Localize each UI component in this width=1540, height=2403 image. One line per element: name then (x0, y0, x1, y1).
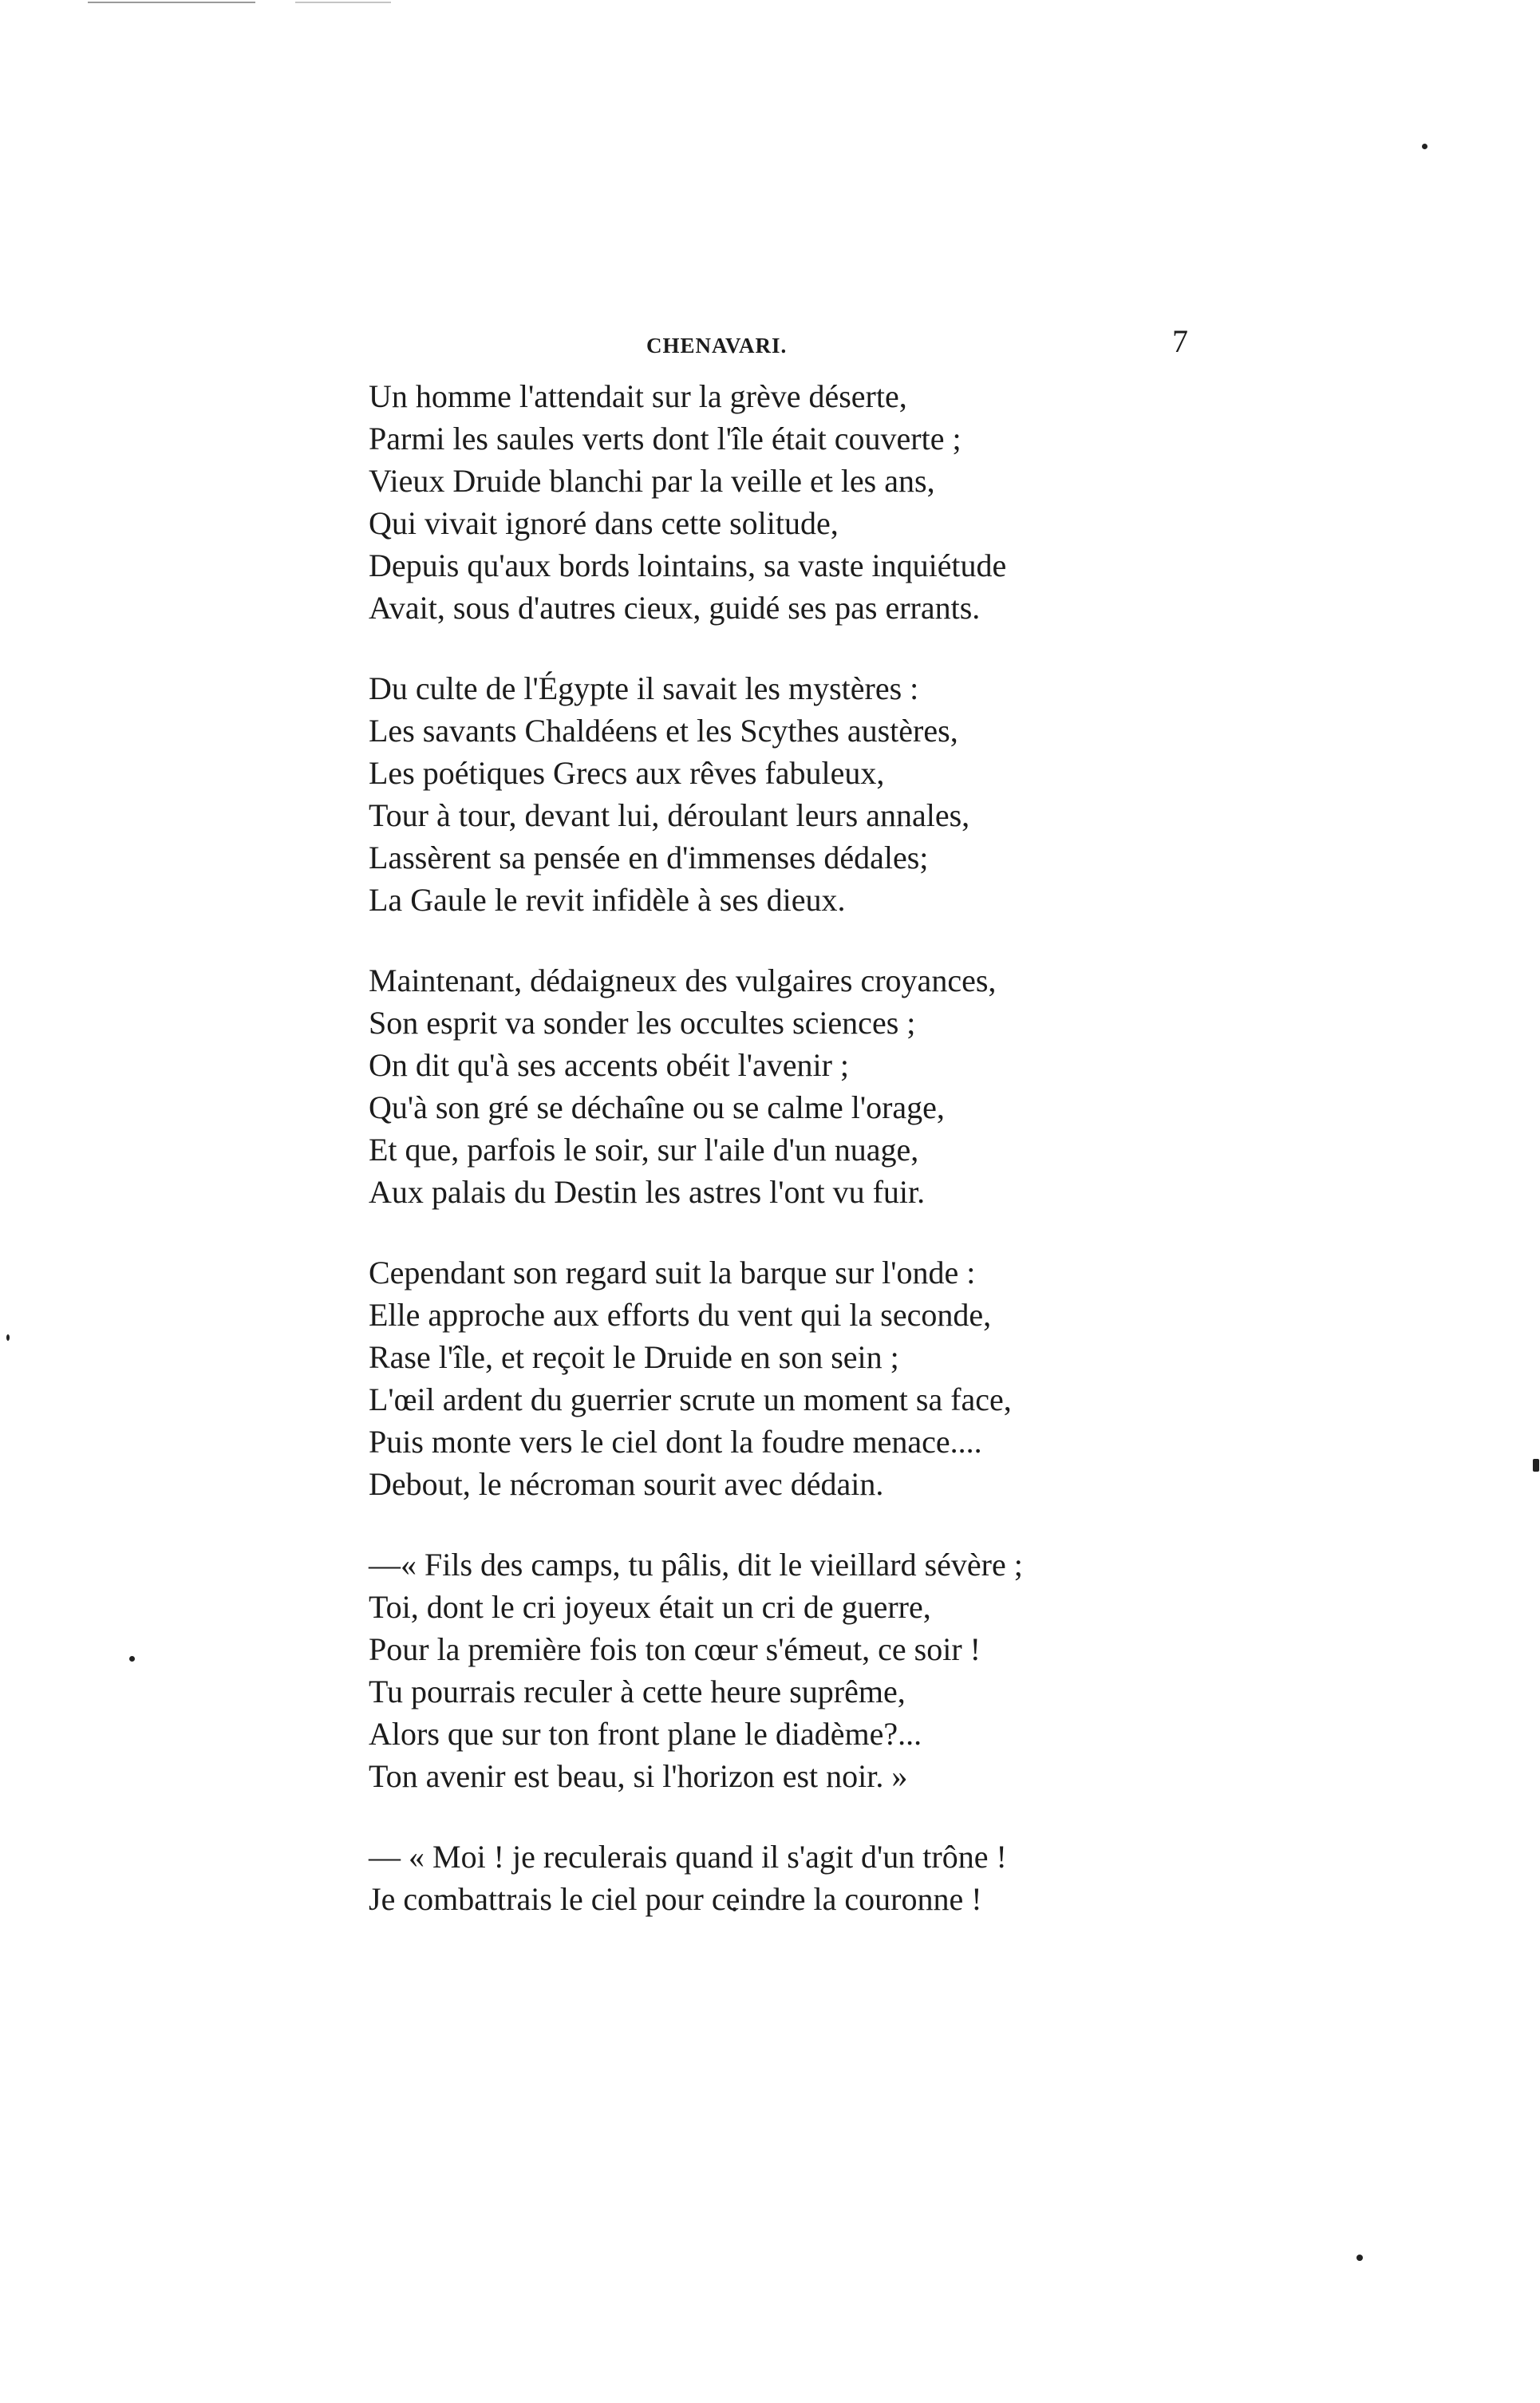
stanza (369, 375, 1294, 629)
verse-line: Maintenant, dédaigneux des vulgaires croyances, (369, 962, 997, 998)
stanza (369, 959, 1294, 1213)
verse-line: Les savants Chaldéens et les Scythes austères, (369, 713, 958, 749)
verse-line: Cependant son regard suit la barque sur l'onde : (369, 1255, 976, 1290)
verse-line: Et que, parfois le soir, sur l'aile d'un nuage, (369, 1132, 919, 1168)
verse-line: Son esprit va sonder les occultes sciences ; (369, 1005, 916, 1041)
verse-line: Pour la première fois ton cœur s'émeut, ce soir ! (369, 1631, 981, 1667)
verse-line: Parmi les saules verts dont l'île était couverte ; (369, 421, 962, 456)
verse-line: Je combattrais le ciel pour ceindre la couronne ! (369, 1881, 982, 1917)
stanza (369, 667, 1294, 921)
stanza (369, 1543, 1294, 1797)
verse-line: Depuis qu'aux bords lointains, sa vaste inquiétude (369, 547, 1007, 583)
scan-speck (6, 1334, 10, 1341)
scan-edge-mark (88, 2, 255, 3)
verse-line: Tour à tour, devant lui, déroulant leurs annales, (369, 797, 970, 833)
verse-line: Aux palais du Destin les astres l'ont vu fuir. (369, 1174, 926, 1210)
verse-line: — « Moi ! je reculerais quand il s'agit d'un trône ! (369, 1839, 1007, 1875)
running-title: CHENAVARI. (646, 334, 788, 358)
verse-line: Alors que sur ton front plane le diadème?... (369, 1716, 922, 1752)
scan-edge-mark (295, 2, 391, 3)
verse-line: Ton avenir est beau, si l'horizon est noir. » (369, 1758, 908, 1794)
verse-line: Vieux Druide blanchi par la veille et les ans, (369, 463, 935, 499)
verse-line: Avait, sous d'autres cieux, guidé ses pas errants. (369, 590, 981, 626)
verse-line: Qui vivait ignoré dans cette solitude, (369, 505, 839, 541)
verse-line: Lassèrent sa pensée en d'immenses dédales; (369, 840, 929, 875)
verse-line: Rase l'île, et reçoit le Druide en son sein ; (369, 1339, 899, 1375)
verse-line: L'œil ardent du guerrier scrute un moment sa face, (369, 1381, 1012, 1417)
verse-line: Tu pourrais reculer à cette heure suprême, (369, 1674, 906, 1709)
verse-line: Elle approche aux efforts du vent qui la seconde, (369, 1297, 992, 1333)
scan-speck (1533, 1459, 1539, 1472)
verse-line: Debout, le nécroman sourit avec dédain. (369, 1466, 884, 1502)
verse-line: On dit qu'à ses accents obéit l'avenir ; (369, 1047, 850, 1083)
verse-line: Du culte de l'Égypte il savait les mystères : (369, 670, 919, 706)
verse-line: Les poétiques Grecs aux rêves fabuleux, (369, 755, 885, 791)
page-number: 7 (1172, 323, 1188, 359)
scan-speck (1422, 144, 1427, 149)
scan-speck (1356, 2255, 1363, 2261)
verse-line: Qu'à son gré se déchaîne ou se calme l'orage, (369, 1089, 945, 1125)
scan-speck (129, 1656, 135, 1662)
stanza (369, 1836, 1294, 1920)
stanza (369, 1251, 1294, 1505)
verse-line: —« Fils des camps, tu pâlis, dit le vieillard sévère ; (369, 1547, 1023, 1583)
verse-line: Toi, dont le cri joyeux était un cri de guerre, (369, 1589, 931, 1625)
verse-line: La Gaule le revit infidèle à ses dieux. (369, 882, 846, 918)
verse-line: Un homme l'attendait sur la grève déserte, (369, 378, 907, 414)
poem-body (369, 375, 1294, 1958)
verse-line: Puis monte vers le ciel dont la foudre menace.... (369, 1424, 982, 1460)
